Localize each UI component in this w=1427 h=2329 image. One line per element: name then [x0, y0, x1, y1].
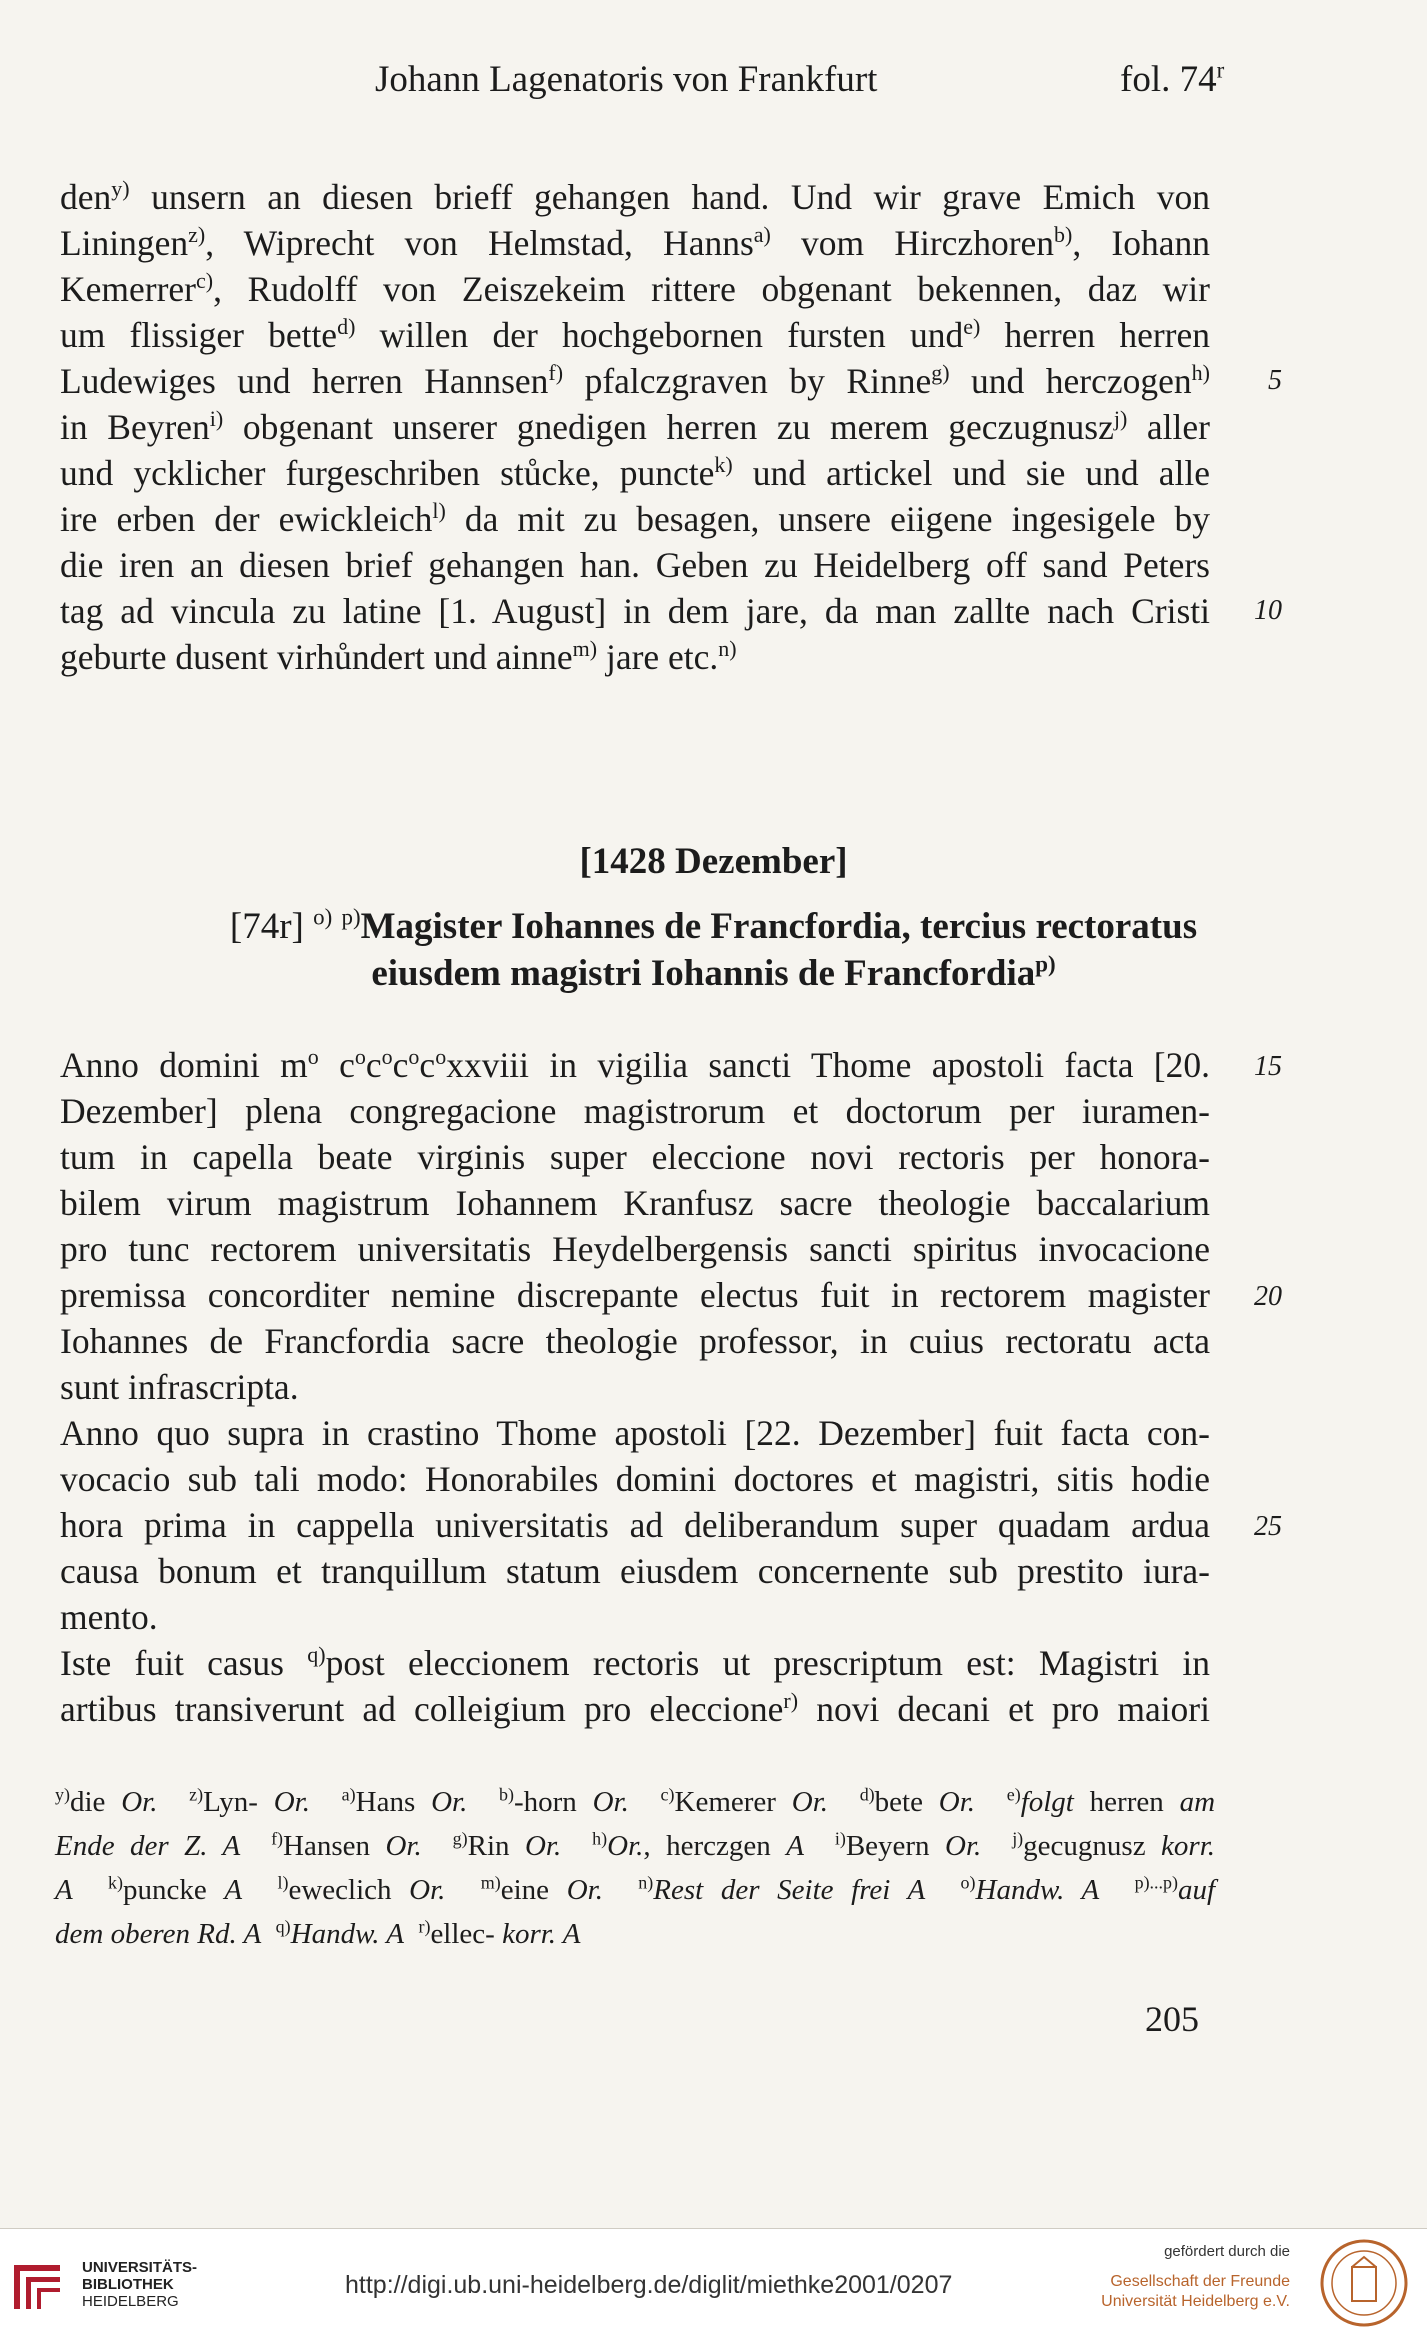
section-heading-line-1: [74r] $^{o)}$ $^{p)}$Magister Iohannes de Francfordia, tercius rectoratus [229, 904, 1198, 947]
footnote-line: $^{y)}$die Or. $^{z)}$Lyn- Or. $^{a)}$Hans Or. $^{b)}$-horn Or. $^{c)}$Kemerer Or. $^{d)}$bete Or. $^{e)}$folgt herren am [55, 1784, 1216, 1818]
text-line: in Beyren$^{i)}$ obgenant unserer gnedigen herren zu merem geczugnusz$^{j)}$ aller [60, 406, 1210, 447]
line-number: 10 [1254, 595, 1282, 626]
date-heading: [1428 Dezember] [579, 841, 848, 882]
text-line: sunt infrascripta. [60, 1367, 299, 1407]
line-number: 5 [1268, 365, 1282, 396]
sponsor-line-1: Gesellschaft der Freunde [1110, 2273, 1290, 2290]
library-line-1: UNIVERSITÄTS- [82, 2259, 198, 2276]
text-line: tum in capella beate virginis super eleccione novi rectoris per honora- [60, 1137, 1210, 1177]
text-line: Dezember] plena congregacione magistrorum et doctorum per iuramen- [60, 1091, 1210, 1131]
text-line: tag ad vincula zu latine [1. August] in dem jare, da man zallte nach Cristi [60, 591, 1210, 631]
text-line: vocacio sub tali modo: Honorabiles domini doctores et magistri, sitis hodie [60, 1459, 1210, 1499]
university-seal-icon [1318, 2237, 1410, 2329]
library-name [82, 2259, 197, 2310]
text-line: Anno domini $m^o$ $c^oc^oc^oc^oxxviii$ in vigilia sancti Thome apostoli facta [20. [60, 1044, 1211, 1085]
text-line: artibus transiverunt ad colleigium pro eleccione$^{r)}$ novi decani et pro maiori [60, 1688, 1210, 1729]
section-heading-line-2: eiusdem magistri Iohannis de Francfordia$^{p)}$ [371, 951, 1056, 994]
text-line: die iren an diesen brief gehangen han. Geben zu Heidelberg off sand Peters [60, 545, 1210, 585]
text-line: pro tunc rectorem universitatis Heydelbergensis sancti spiritus invocacione [60, 1229, 1210, 1269]
text-line: und ycklicher furgeschriben stůcke, puncte$^{k)}$ und artickel und sie und alle [60, 452, 1210, 493]
text-line: Liningen$^{z)}$, Wiprecht von Helmstad, Hanns$^{a)}$ vom Hirczhoren$^{b)}$, Iohann [60, 222, 1210, 263]
library-line-2: BIBLIOTHEK [82, 2276, 174, 2293]
text-line: hora prima in cappella universitatis ad deliberandum super quadam ardua [60, 1505, 1210, 1545]
footnote-line: dem oberen Rd. A $^{q)}$Handw. A $^{r)}$ellec- korr. A [55, 1916, 581, 1950]
text-line: Iohannes de Francfordia sacre theologie professor, in cuius rectoratu acta [60, 1321, 1210, 1361]
text-line: geburte dusent virhůndert und ainne$^{m)}$ jare etc.$^{n)}$ [60, 636, 737, 677]
text-line: mento. [60, 1597, 158, 1637]
permalink-url[interactable]: http://digi.ub.uni-heidelberg.de/diglit/miethke2001/0207 [345, 2271, 953, 2299]
running-title: Johann Lagenatoris von Frankfurt [375, 59, 878, 100]
footer-bar [0, 2228, 1427, 2329]
text-line: causa bonum et tranquillum statum eiusdem concernente sub prestito iura- [60, 1551, 1210, 1591]
sponsor-line-2: Universität Heidelberg e.V. [1101, 2293, 1290, 2310]
text-line: Anno quo supra in crastino Thome apostoli [22. Dezember] fuit facta con- [60, 1413, 1210, 1453]
text-line: den$^{y)}$ unsern an diesen brieff gehangen hand. Und wir grave Emich von [60, 176, 1210, 217]
sponsor-label: gefördert durch die [1164, 2243, 1290, 2260]
folio-label: fol. 74$^r$ [1120, 57, 1225, 100]
text-line: Kemerrer$^{c)}$, Rudolff von Zeiszekeim rittere obgenant bekennen, daz wir [60, 268, 1210, 309]
text-line: Iste fuit casus $^{q)}$post eleccionem rectoris ut prescriptum est: Magistri in [60, 1642, 1210, 1683]
footnote-line: Ende der Z. A $^{f)}$Hansen Or. $^{g)}$Rin Or. $^{h)}$Or., herczgen A $^{i)}$Beyern Or. $^{j)}$gecugnusz korr. [55, 1828, 1216, 1862]
text-line: ire erben der ewickleich$^{l)}$ da mit zu besagen, unsere eiigene ingesigele by [60, 498, 1210, 539]
footnote-line: A $^{k)}$puncke A $^{l)}$eweclich Or. $^{m)}$eine Or. $^{n)}$Rest der Seite frei A $^{o)}$Handw. A $^{p)...p)}$auf [55, 1872, 1216, 1906]
line-number: 25 [1254, 1511, 1282, 1542]
text-line: um flissiger bette$^{d)}$ willen der hochgebornen fursten und$^{e)}$ herren herren [60, 314, 1210, 355]
line-number: 15 [1254, 1051, 1282, 1082]
page-number: 205 [1145, 1999, 1199, 2039]
library-line-3: HEIDELBERG [82, 2293, 179, 2310]
text-line: bilem virum magistrum Iohannem Kranfusz sacre theologie baccalarium [60, 1183, 1210, 1223]
text-line: Ludewiges und herren Hannsen$^{f)}$ pfalczgraven by Rinne$^{g)}$ und herczogen$^{h)}$ [60, 360, 1210, 401]
text-line: premissa concorditer nemine discrepante electus fuit in rectorem magister [60, 1275, 1210, 1315]
library-logo-icon [12, 2259, 64, 2311]
line-number: 20 [1254, 1281, 1282, 1312]
sponsor-block [1090, 2243, 1290, 2312]
